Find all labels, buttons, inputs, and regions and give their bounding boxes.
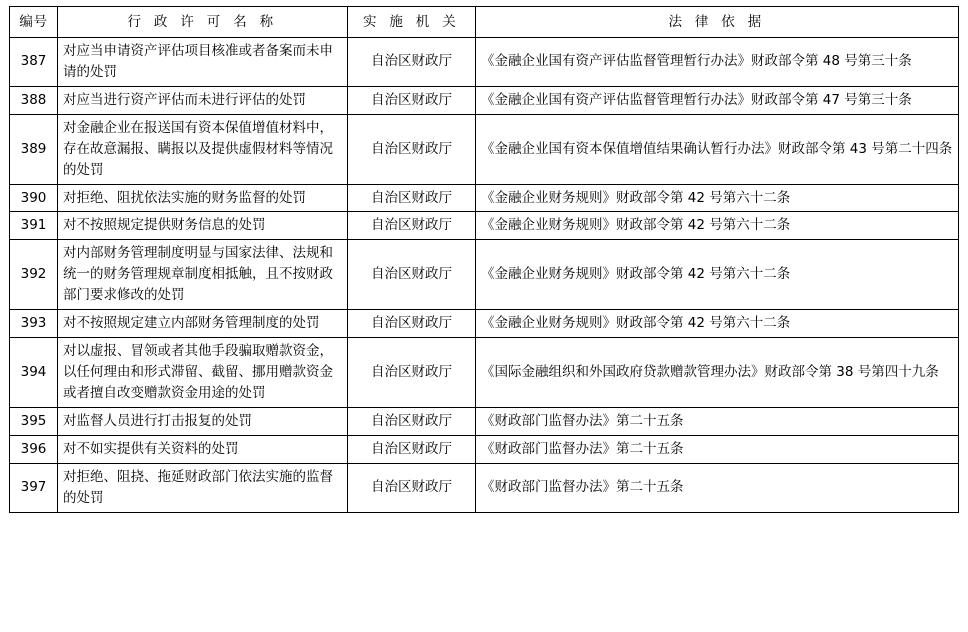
cell-authority: 自治区财政厅 — [348, 435, 476, 463]
table-header-row — [10, 7, 959, 38]
cell-no: 395 — [10, 407, 58, 435]
cell-legal-basis: 《财政部门监督办法》第二十五条 — [476, 407, 959, 435]
cell-no: 390 — [10, 184, 58, 212]
column-header-no-label: 编号 — [19, 13, 48, 30]
cell-no: 389 — [10, 114, 58, 184]
column-header-org — [348, 7, 476, 38]
table-row — [10, 310, 959, 338]
table-row — [10, 407, 959, 435]
table-row — [10, 463, 959, 512]
cell-permit-name: 对应当申请资产评估项目核准或者备案而未申请的处罚 — [58, 38, 348, 87]
cell-legal-basis: 《金融企业财务规则》财政部令第 42 号第六十二条 — [476, 184, 959, 212]
column-header-name-label: 行 政 许 可 名 称 — [127, 13, 278, 30]
table-row — [10, 212, 959, 240]
cell-legal-basis: 《金融企业财务规则》财政部令第 42 号第六十二条 — [476, 310, 959, 338]
cell-permit-name: 对不按照规定提供财务信息的处罚 — [58, 212, 348, 240]
cell-no: 392 — [10, 240, 58, 310]
table-row — [10, 338, 959, 408]
cell-authority: 自治区财政厅 — [348, 38, 476, 87]
cell-authority: 自治区财政厅 — [348, 338, 476, 408]
cell-authority: 自治区财政厅 — [348, 310, 476, 338]
cell-permit-name: 对拒绝、阻扰依法实施的财务监督的处罚 — [58, 184, 348, 212]
column-header-name — [58, 7, 348, 38]
cell-no: 394 — [10, 338, 58, 408]
table-row — [10, 86, 959, 114]
cell-authority: 自治区财政厅 — [348, 463, 476, 512]
cell-no: 396 — [10, 435, 58, 463]
cell-permit-name: 对不按照规定建立内部财务管理制度的处罚 — [58, 310, 348, 338]
cell-authority: 自治区财政厅 — [348, 212, 476, 240]
table-row — [10, 184, 959, 212]
cell-authority: 自治区财政厅 — [348, 184, 476, 212]
cell-legal-basis: 《财政部门监督办法》第二十五条 — [476, 463, 959, 512]
table-body — [10, 38, 959, 513]
cell-no: 388 — [10, 86, 58, 114]
cell-legal-basis: 《金融企业财务规则》财政部令第 42 号第六十二条 — [476, 212, 959, 240]
table-row — [10, 38, 959, 87]
cell-permit-name: 对应当进行资产评估而未进行评估的处罚 — [58, 86, 348, 114]
cell-permit-name: 对不如实提供有关资料的处罚 — [58, 435, 348, 463]
cell-permit-name: 对内部财务管理制度明显与国家法律、法规和统一的财务管理规章制度相抵触，且不按财政部门要求修改的处罚 — [58, 240, 348, 310]
table-row — [10, 114, 959, 184]
cell-permit-name: 对拒绝、阻挠、拖延财政部门依法实施的监督的处罚 — [58, 463, 348, 512]
cell-permit-name: 对监督人员进行打击报复的处罚 — [58, 407, 348, 435]
column-header-org-label: 实 施 机 关 — [362, 13, 461, 30]
cell-legal-basis: 《金融企业财务规则》财政部令第 42 号第六十二条 — [476, 240, 959, 310]
cell-permit-name: 对金融企业在报送国有资本保值增值材料中，存在故意漏报、瞒报以及提供虚假材料等情况的处罚 — [58, 114, 348, 184]
cell-no: 387 — [10, 38, 58, 87]
cell-permit-name: 对以虚报、冒领或者其他手段骗取赠款资金，以任何理由和形式滞留、截留、挪用赠款资金或者擅自改变赠款资金用途的处罚 — [58, 338, 348, 408]
cell-authority: 自治区财政厅 — [348, 407, 476, 435]
cell-authority: 自治区财政厅 — [348, 240, 476, 310]
cell-authority: 自治区财政厅 — [348, 86, 476, 114]
cell-legal-basis: 《财政部门监督办法》第二十五条 — [476, 435, 959, 463]
cell-legal-basis: 《金融企业国有资本保值增值结果确认暂行办法》财政部令第 43 号第二十四条 — [476, 114, 959, 184]
administrative-permit-table — [9, 6, 959, 513]
column-header-basis-label: 法 律 依 据 — [668, 13, 766, 30]
cell-no: 397 — [10, 463, 58, 512]
cell-legal-basis: 《金融企业国有资产评估监督管理暂行办法》财政部令第 48 号第三十条 — [476, 38, 959, 87]
cell-legal-basis: 《国际金融组织和外国政府贷款赠款管理办法》财政部令第 38 号第四十九条 — [476, 338, 959, 408]
cell-legal-basis: 《金融企业国有资产评估监督管理暂行办法》财政部令第 47 号第三十条 — [476, 86, 959, 114]
cell-no: 393 — [10, 310, 58, 338]
table-header — [10, 7, 959, 38]
column-header-no — [10, 7, 58, 38]
table-row — [10, 240, 959, 310]
cell-no: 391 — [10, 212, 58, 240]
cell-authority: 自治区财政厅 — [348, 114, 476, 184]
table-row — [10, 435, 959, 463]
column-header-basis — [476, 7, 959, 38]
